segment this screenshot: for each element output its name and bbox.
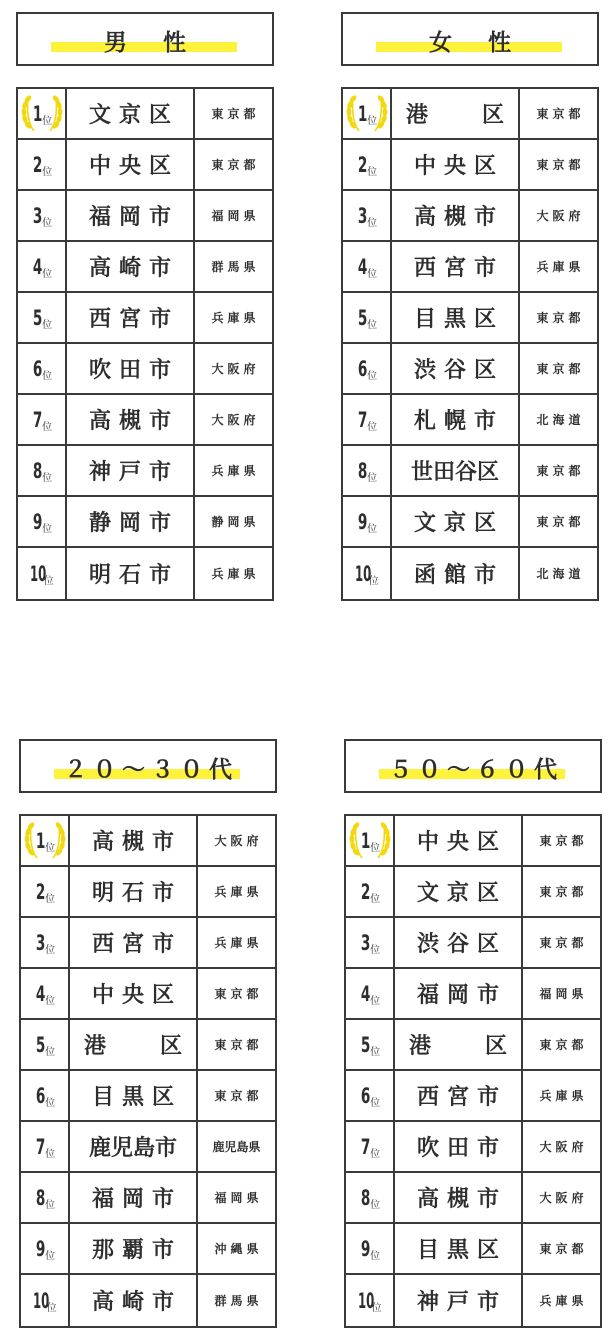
rank-suffix: 位	[371, 1303, 382, 1314]
rank-cell	[21, 1173, 70, 1222]
table-row	[343, 395, 597, 446]
table-row	[343, 191, 597, 242]
table-row	[21, 867, 275, 918]
city-name: 目黒区	[395, 1224, 523, 1273]
city-name: 札幌市	[392, 395, 520, 444]
rank-suffix: 位	[42, 473, 53, 484]
rank-cell	[18, 242, 67, 291]
prefecture-name: 大阪府	[214, 834, 263, 848]
rank-number: 3	[32, 203, 43, 228]
prefecture-name: 大阪府	[211, 362, 260, 376]
rank-suffix: 位	[370, 894, 381, 905]
rank-number: 3	[360, 930, 371, 955]
city-name: 渋谷区	[395, 918, 523, 967]
city-name: 高槻市	[392, 191, 520, 240]
rank-cell	[21, 867, 70, 916]
rank-cell	[18, 395, 67, 444]
prefecture-name: 東京都	[536, 362, 585, 376]
rank-cell	[343, 293, 392, 342]
rank-suffix: 位	[45, 843, 56, 854]
table-row	[21, 1071, 275, 1122]
rank-number: 6	[35, 1083, 46, 1108]
rank-number: 10	[30, 561, 47, 586]
rank-cell	[343, 191, 392, 240]
rank-suffix: 位	[43, 576, 54, 587]
prefecture-name: 鹿児島県	[212, 1140, 261, 1154]
rank-suffix: 位	[367, 269, 378, 280]
city-name: 那覇市	[70, 1224, 198, 1273]
rank-cell	[21, 1122, 70, 1171]
city-name	[395, 1020, 523, 1069]
rank-number: 2	[357, 152, 368, 177]
rank-number: 1	[357, 101, 368, 126]
table-row	[18, 242, 272, 293]
table-row	[21, 1020, 275, 1071]
table-row	[346, 867, 600, 918]
rank-suffix: 位	[367, 116, 378, 127]
rank-number: 1	[360, 828, 371, 853]
rank-number: 8	[32, 458, 43, 483]
city-name: 高崎市	[70, 1275, 198, 1326]
ranking-table	[19, 814, 277, 1328]
rank-cell	[18, 548, 67, 599]
panel-header	[344, 739, 602, 793]
city-name-part: 区	[484, 1034, 507, 1059]
city-name: 中央区	[395, 816, 523, 865]
table-row	[21, 816, 275, 867]
rank-suffix: 位	[42, 371, 53, 382]
city-name: 福岡市	[70, 1173, 198, 1222]
panel-title: 男 性	[103, 30, 200, 56]
prefecture-name: 東京都	[539, 834, 588, 848]
prefecture-name: 大阪府	[536, 209, 585, 223]
rank-suffix: 位	[45, 945, 56, 956]
table-row	[343, 293, 597, 344]
table-row	[346, 1122, 600, 1173]
prefecture-name: 東京都	[539, 1242, 588, 1256]
prefecture-name: 北海道	[536, 413, 585, 427]
panel-header	[19, 739, 277, 793]
table-row	[18, 89, 272, 140]
prefecture-name: 兵庫県	[211, 311, 260, 325]
rank-number: 6	[360, 1083, 371, 1108]
prefecture-name: 大阪府	[539, 1140, 588, 1154]
rank-cell	[346, 969, 395, 1018]
table-row	[18, 548, 272, 599]
table-row	[18, 344, 272, 395]
rank-suffix: 位	[42, 167, 53, 178]
rank-number: 3	[357, 203, 368, 228]
rank-cell	[21, 918, 70, 967]
table-row	[343, 497, 597, 548]
rank-number: 4	[35, 981, 46, 1006]
rank-number: 2	[35, 879, 46, 904]
rank-cell	[343, 446, 392, 495]
rank-number: 9	[35, 1236, 46, 1261]
rank-suffix: 位	[42, 269, 53, 280]
city-name: 中央区	[67, 140, 195, 189]
rank-suffix: 位	[367, 167, 378, 178]
rank-cell	[343, 89, 392, 138]
prefecture-name: 沖縄県	[214, 1242, 263, 1256]
rank-number: 5	[360, 1032, 371, 1057]
rank-number: 3	[35, 930, 46, 955]
panel-header	[341, 12, 599, 66]
table-row	[343, 140, 597, 191]
city-name: 静岡市	[67, 497, 195, 546]
city-name-part: 区	[159, 1034, 182, 1059]
rank-suffix: 位	[42, 218, 53, 229]
rank-number: 10	[355, 561, 372, 586]
prefecture-name: 大阪府	[211, 413, 260, 427]
city-name: 鹿児島市	[70, 1122, 198, 1171]
rank-suffix: 位	[370, 843, 381, 854]
city-name-part: 港	[406, 103, 429, 128]
table-row	[18, 446, 272, 497]
city-name-part: 港	[84, 1034, 107, 1059]
rank-cell	[346, 1173, 395, 1222]
table-row	[21, 1173, 275, 1224]
city-name: 渋谷区	[392, 344, 520, 393]
city-name-part: 区	[481, 103, 504, 128]
rank-suffix: 位	[367, 473, 378, 484]
city-name: 高槻市	[395, 1173, 523, 1222]
prefecture-name: 東京都	[536, 515, 585, 529]
rank-number: 8	[360, 1185, 371, 1210]
rank-number: 2	[360, 879, 371, 904]
rank-number: 2	[32, 152, 43, 177]
rank-cell	[343, 242, 392, 291]
rank-cell	[18, 497, 67, 546]
rank-number: 9	[32, 509, 43, 534]
city-name: 高槻市	[70, 816, 198, 865]
city-name: 高崎市	[67, 242, 195, 291]
rank-number: 6	[357, 356, 368, 381]
prefecture-name: 東京都	[211, 158, 260, 172]
rank-suffix: 位	[45, 1047, 56, 1058]
prefecture-name: 群馬県	[214, 1294, 263, 1308]
rank-suffix: 位	[45, 1251, 56, 1262]
panel-header	[16, 12, 274, 66]
rank-number: 1	[32, 101, 43, 126]
rank-cell	[21, 1071, 70, 1120]
rank-suffix: 位	[370, 945, 381, 956]
ranking-table	[341, 87, 599, 601]
rank-number: 9	[360, 1236, 371, 1261]
table-row	[343, 344, 597, 395]
rank-cell	[346, 918, 395, 967]
rank-cell	[18, 140, 67, 189]
city-name: 高槻市	[67, 395, 195, 444]
rank-cell	[346, 1224, 395, 1273]
rank-number: 5	[32, 305, 43, 330]
rank-number: 8	[35, 1185, 46, 1210]
rank-cell	[21, 969, 70, 1018]
prefecture-name: 静岡県	[211, 515, 260, 529]
city-name: 明石市	[67, 548, 195, 599]
table-row	[343, 548, 597, 599]
city-name	[70, 1020, 198, 1069]
prefecture-name: 兵庫県	[211, 567, 260, 581]
rank-number: 6	[32, 356, 43, 381]
table-row	[21, 969, 275, 1020]
rank-number: 5	[357, 305, 368, 330]
panel-title: ２０～３０代	[64, 757, 238, 783]
panel-title: ５０～６０代	[389, 757, 563, 783]
rank-suffix: 位	[46, 1303, 57, 1314]
rank-cell	[21, 1224, 70, 1273]
city-name: 中央区	[70, 969, 198, 1018]
rank-number: 10	[33, 1288, 50, 1313]
rank-suffix: 位	[45, 1149, 56, 1160]
city-name: 明石市	[70, 867, 198, 916]
rank-cell	[18, 89, 67, 138]
prefecture-name: 東京都	[214, 987, 263, 1001]
rank-suffix: 位	[45, 1200, 56, 1211]
rank-cell	[346, 1071, 395, 1120]
prefecture-name: 兵庫県	[214, 885, 263, 899]
prefecture-name: 東京都	[214, 1038, 263, 1052]
prefecture-name: 福岡県	[214, 1191, 263, 1205]
city-name: 文京区	[395, 867, 523, 916]
table-row	[21, 1122, 275, 1173]
prefecture-name: 群馬県	[211, 260, 260, 274]
rank-suffix: 位	[367, 320, 378, 331]
panel-title: 女 性	[428, 30, 525, 56]
rank-cell	[21, 1275, 70, 1326]
rank-suffix: 位	[45, 894, 56, 905]
table-row	[18, 191, 272, 242]
table-row	[18, 293, 272, 344]
prefecture-name: 兵庫県	[211, 464, 260, 478]
rank-number: 7	[32, 407, 43, 432]
rank-cell	[18, 293, 67, 342]
city-name: 西宮市	[70, 918, 198, 967]
city-name	[392, 89, 520, 138]
table-row	[21, 1275, 275, 1326]
city-name: 目黒区	[70, 1071, 198, 1120]
rank-suffix: 位	[370, 1200, 381, 1211]
city-name: 中央区	[392, 140, 520, 189]
rank-suffix: 位	[367, 422, 378, 433]
rank-number: 8	[357, 458, 368, 483]
rank-suffix: 位	[367, 218, 378, 229]
prefecture-name: 福岡県	[539, 987, 588, 1001]
table-row	[21, 1224, 275, 1275]
rank-number: 4	[360, 981, 371, 1006]
city-name: 西宮市	[395, 1071, 523, 1120]
city-name: 文京区	[392, 497, 520, 546]
ranking-table	[344, 814, 602, 1328]
rank-suffix: 位	[367, 524, 378, 535]
rank-number: 10	[358, 1288, 375, 1313]
rank-number: 1	[35, 828, 46, 853]
prefecture-name: 東京都	[536, 464, 585, 478]
prefecture-name: 東京都	[211, 107, 260, 121]
table-row	[346, 969, 600, 1020]
table-row	[343, 446, 597, 497]
prefecture-name: 大阪府	[539, 1191, 588, 1205]
city-name: 神戸市	[67, 446, 195, 495]
city-name: 神戸市	[395, 1275, 523, 1326]
rank-number: 9	[357, 509, 368, 534]
rank-cell	[343, 140, 392, 189]
rank-cell	[343, 497, 392, 546]
table-row	[21, 918, 275, 969]
rank-cell	[343, 395, 392, 444]
rank-number: 5	[35, 1032, 46, 1057]
rank-cell	[21, 1020, 70, 1069]
table-row	[346, 816, 600, 867]
rank-suffix: 位	[370, 1149, 381, 1160]
rank-suffix: 位	[370, 996, 381, 1007]
rank-cell	[346, 816, 395, 865]
prefecture-name: 東京都	[536, 107, 585, 121]
rank-number: 7	[360, 1134, 371, 1159]
rank-cell	[346, 1275, 395, 1326]
rank-number: 7	[357, 407, 368, 432]
city-name: 西宮市	[392, 242, 520, 291]
table-row	[18, 497, 272, 548]
rank-cell	[18, 446, 67, 495]
prefecture-name: 福岡県	[211, 209, 260, 223]
table-row	[346, 1020, 600, 1071]
table-row	[343, 89, 597, 140]
rank-cell	[343, 548, 392, 599]
ranking-table	[16, 87, 274, 601]
rank-number: 7	[35, 1134, 46, 1159]
rank-cell	[18, 191, 67, 240]
rank-cell	[346, 1020, 395, 1069]
table-row	[18, 140, 272, 191]
table-row	[346, 1071, 600, 1122]
prefecture-name: 東京都	[536, 158, 585, 172]
rank-suffix: 位	[370, 1098, 381, 1109]
prefecture-name: 東京都	[539, 1038, 588, 1052]
prefecture-name: 東京都	[539, 885, 588, 899]
rank-suffix: 位	[368, 576, 379, 587]
table-row	[18, 395, 272, 446]
table-row	[346, 1224, 600, 1275]
table-row	[343, 242, 597, 293]
rank-cell	[346, 867, 395, 916]
rank-cell	[343, 344, 392, 393]
city-name: 世田谷区	[392, 446, 520, 495]
table-row	[346, 1275, 600, 1326]
rank-suffix: 位	[45, 1098, 56, 1109]
prefecture-name: 東京都	[214, 1089, 263, 1103]
rank-suffix: 位	[42, 116, 53, 127]
prefecture-name: 兵庫県	[536, 260, 585, 274]
rank-cell	[346, 1122, 395, 1171]
prefecture-name: 兵庫県	[539, 1089, 588, 1103]
rank-cell	[21, 816, 70, 865]
rank-suffix: 位	[42, 524, 53, 535]
rank-suffix: 位	[45, 996, 56, 1007]
city-name: 文京区	[67, 89, 195, 138]
city-name: 函館市	[392, 548, 520, 599]
city-name: 福岡市	[395, 969, 523, 1018]
prefecture-name: 東京都	[539, 936, 588, 950]
city-name: 西宮市	[67, 293, 195, 342]
rank-suffix: 位	[370, 1251, 381, 1262]
rank-suffix: 位	[42, 422, 53, 433]
city-name: 福岡市	[67, 191, 195, 240]
city-name-part: 港	[409, 1034, 432, 1059]
rank-number: 4	[32, 254, 43, 279]
rank-number: 4	[357, 254, 368, 279]
table-row	[346, 1173, 600, 1224]
prefecture-name: 兵庫県	[539, 1294, 588, 1308]
table-row	[346, 918, 600, 969]
city-name: 吹田市	[395, 1122, 523, 1171]
rank-suffix: 位	[367, 371, 378, 382]
prefecture-name: 北海道	[536, 567, 585, 581]
city-name: 目黒区	[392, 293, 520, 342]
city-name: 吹田市	[67, 344, 195, 393]
prefecture-name: 東京都	[536, 311, 585, 325]
prefecture-name: 兵庫県	[214, 936, 263, 950]
rank-suffix: 位	[42, 320, 53, 331]
rank-suffix: 位	[370, 1047, 381, 1058]
rank-cell	[18, 344, 67, 393]
